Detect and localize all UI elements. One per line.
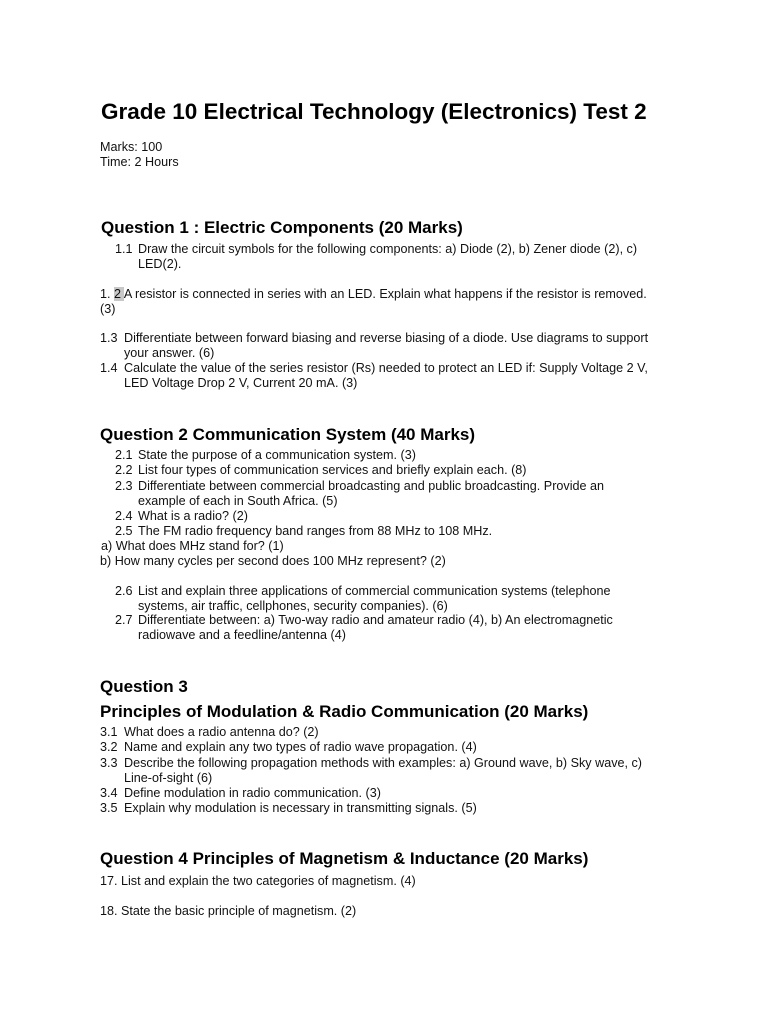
item-number: 1.4 bbox=[100, 361, 118, 375]
item-text: Differentiate between commercial broadcasting and public broadcasting. Provide an bbox=[138, 479, 605, 493]
question-3-heading: Question 3 bbox=[100, 677, 188, 696]
item-text: Explain why modulation is necessary in transmitting signals. (5) bbox=[124, 801, 477, 815]
item-number: 3.4 bbox=[100, 786, 118, 800]
question-2-5-a: a) What does MHz stand for? (1) bbox=[101, 539, 284, 553]
item-text: Describe the following propagation methods with examples: a) Ground wave, b) Sky wave, c) bbox=[124, 756, 642, 770]
item-number: 2.7 bbox=[115, 613, 133, 627]
item-text: The FM radio frequency band ranges from 88 MHz to 108 MHz. bbox=[138, 524, 493, 538]
page-title: Grade 10 Electrical Technology (Electronics) Test 2 bbox=[101, 99, 647, 124]
item-number: 3.3 bbox=[100, 756, 118, 770]
item-text: Name and explain any two types of radio wave propagation. (4) bbox=[124, 740, 477, 754]
item-text: Differentiate between forward biasing and reverse biasing of a diode. Use diagrams to support bbox=[124, 331, 649, 345]
item-number: 1. 2 bbox=[100, 287, 124, 301]
item-number: 2.2 bbox=[115, 463, 133, 477]
item-text: Differentiate between: a) Two-way radio and amateur radio (4), b) An electromagnetic bbox=[138, 613, 613, 627]
question-1-2 bbox=[100, 287, 647, 316]
question-4-18: 18. State the basic principle of magnetism. (2) bbox=[100, 904, 357, 918]
item-text-cont: (3) bbox=[100, 302, 116, 316]
item-text-cont: LED(2). bbox=[138, 257, 182, 271]
item-text-cont: your answer. (6) bbox=[124, 346, 215, 360]
item-text-cont: systems, air traffic, cellphones, security companies). (6) bbox=[138, 599, 448, 613]
item-text: Define modulation in radio communication. (3) bbox=[124, 786, 381, 800]
item-number: 2.5 bbox=[115, 524, 133, 538]
item-text-cont: radiowave and a feedline/antenna (4) bbox=[138, 628, 346, 642]
item-number: 2.3 bbox=[115, 479, 133, 493]
item-text: State the purpose of a communication system. (3) bbox=[138, 448, 416, 462]
item-number: 3.1 bbox=[100, 725, 118, 739]
item-number: 1.1 bbox=[115, 242, 133, 256]
item-text: Draw the circuit symbols for the following components: a) Diode (2), b) Zener diode (2), c) bbox=[138, 242, 638, 256]
item-text: A resistor is connected in series with an LED. Explain what happens if the resistor is removed. bbox=[123, 287, 647, 301]
item-text: What is a radio? (2) bbox=[138, 509, 248, 523]
question-2-heading: Question 2 Communication System (40 Marks) bbox=[100, 425, 476, 444]
item-text-cont: example of each in South Africa. (5) bbox=[138, 494, 338, 508]
item-text: List and explain three applications of commercial communication systems (telephone bbox=[138, 584, 611, 598]
question-4-heading: Question 4 Principles of Magnetism & Inductance (20 Marks) bbox=[100, 849, 589, 868]
time-label: Time: 2 Hours bbox=[100, 155, 179, 169]
question-1-heading: Question 1 : Electric Components (20 Marks) bbox=[101, 218, 463, 237]
item-number: 2.1 bbox=[115, 448, 133, 462]
item-text: What does a radio antenna do? (2) bbox=[124, 725, 319, 739]
item-number: 3.5 bbox=[100, 801, 118, 815]
item-number: 1.3 bbox=[100, 331, 118, 345]
item-text: List four types of communication services and briefly explain each. (8) bbox=[138, 463, 527, 477]
item-text: Calculate the value of the series resistor (Rs) needed to protect an LED if: Supply Voltage 2 V, bbox=[124, 361, 648, 375]
question-3-subheading: Principles of Modulation & Radio Communication (20 Marks) bbox=[100, 702, 589, 721]
question-2-5-b: b) How many cycles per second does 100 MHz represent? (2) bbox=[100, 554, 446, 568]
item-number: 2.4 bbox=[115, 509, 133, 523]
item-number: 2.6 bbox=[115, 584, 133, 598]
marks-label: Marks: 100 bbox=[100, 140, 163, 154]
item-number: 3.2 bbox=[100, 740, 118, 754]
highlighted-number: 2 bbox=[114, 287, 124, 301]
question-4-17: 17. List and explain the two categories of magnetism. (4) bbox=[100, 874, 416, 888]
item-text-cont: Line-of-sight (6) bbox=[124, 771, 213, 785]
item-text-cont: LED Voltage Drop 2 V, Current 20 mA. (3) bbox=[124, 376, 358, 390]
